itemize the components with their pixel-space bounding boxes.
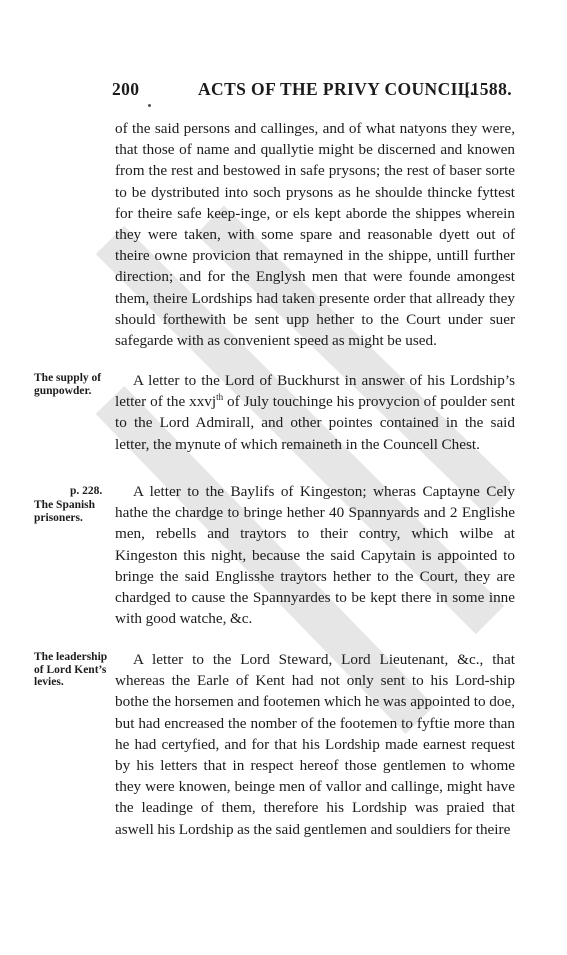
paragraph-gunpowder-text-b: of July touchinge his provycion of poulder sent to the Lord Admirall, and other pointes contained in the said letter, the mynute of which remaineth in the Councell Chest. xyxy=(115,393,515,453)
paragraph-spanish-prisoners: A letter to the Baylifs of Kingeston; wheras Captayne Cely hathe the chardge to bringe hether 40 Spannyards and 2 Englishe men, rebells and traytors to their contry, which wilbe at Kingeston this night, because the said Capytain is appointed to bringe the said Englisshe traytors hether to the Court, they are chardged to cause the Spannyardes to be kept there in some inne with good watche, &c. xyxy=(115,483,515,628)
paragraph-continuation: of the said persons and callinges, and of what natyons they were, that those of name and quallytie might be discerned and knowen from the rest and bestowed in safe prysons; the rest of baser sorte to be dystributed into soch prysons as he shoulde thincke fyttest for theire safe keep-inge, or els kept aborde the shippes wherein they were taken, with some spare and reasonable dyett out of theire owne provicion that remayned in the shippe, untill further direction; and for the Englysh men that were founde amongest them, theire Lordships had taken presente order that allready they should forthewith be sent upp hether to the Court under suer safegarde with as convenient speed as might be used. xyxy=(115,120,515,350)
page-number: 200 xyxy=(112,79,140,99)
running-year: [1588. xyxy=(464,79,512,99)
ordinal-suffix: th xyxy=(216,392,224,403)
paragraph-gunpowder xyxy=(115,370,515,455)
sidenote-lord-kent-levies: The leadership of Lord Kent’s levies. xyxy=(34,651,108,688)
running-header xyxy=(112,79,512,101)
stray-mark xyxy=(148,104,151,107)
page-reference: p. 228. xyxy=(70,485,103,497)
running-title: ACTS OF THE PRIVY COUNCIL. xyxy=(198,79,475,99)
paragraph-lord-kent-levies: A letter to the Lord Steward, Lord Lieutenant, &c., that whereas the Earle of Kent had not only sent to his Lord-ship bothe the horsemen and footemen which he was appointed to doe, but had encreased the nomber of the footemen to fyftie more than he had certyfied, and for that his Lordship made earnest request by his letters that in respect hereof those gentlemen to whome they were knowen, beinge men of vallor and callinge, might have the leadinge of them, therefore his Lordship was praied that aswell his Lordship as the said gentlemen and souldiers for theire xyxy=(115,651,515,838)
paragraph-gunpowder-text-a: A letter to the Lord of Buckhurst in answer of his Lordship’s letter of the xxvj xyxy=(115,372,515,411)
sidenote-spanish-prisoners: The Spanish prisoners. xyxy=(34,499,96,524)
sidenote-gunpowder: The supply of gunpowder. xyxy=(34,372,102,397)
